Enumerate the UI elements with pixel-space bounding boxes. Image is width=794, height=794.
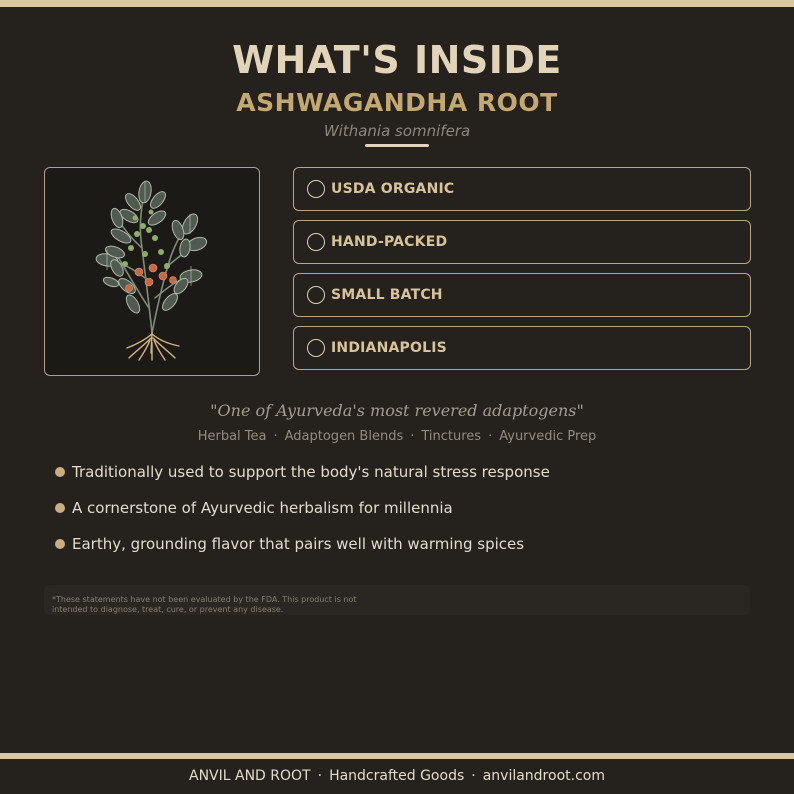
separator: · — [317, 768, 323, 784]
product-quote: "One of Ayurveda's most revered adaptogens" — [210, 401, 584, 420]
title-underline — [365, 144, 429, 147]
use-item: Tinctures — [421, 429, 482, 444]
bullet-dot-icon — [55, 467, 65, 477]
separator: · — [273, 429, 278, 444]
separator: · — [471, 768, 476, 784]
badge-label: SMALL BATCH — [331, 287, 443, 303]
uses-list — [0, 429, 794, 444]
footer-website: anvilandroot.com — [482, 768, 605, 784]
latin-name: Withania somnifera — [323, 122, 471, 140]
footer-tagline: Handcrafted Goods — [329, 768, 465, 784]
bullet-dot-icon — [55, 539, 65, 549]
disclaimer-line: *These statements have not been evaluated by the FDA. This product is not — [52, 595, 357, 604]
check-circle-icon — [307, 180, 325, 198]
bullet-dot-icon — [55, 503, 65, 513]
separator: · — [410, 429, 415, 444]
badge-label: HAND-PACKED — [331, 234, 448, 250]
disclaimer-line: intended to diagnose, treat, cure, or prevent any disease. — [52, 605, 284, 614]
product-name: ASHWAGANDHA ROOT — [236, 88, 558, 117]
badge-label: INDIANAPOLIS — [331, 340, 447, 356]
benefit-item — [55, 535, 524, 553]
check-circle-icon — [307, 286, 325, 304]
benefit-text: Earthy, grounding flavor that pairs well with warming spices — [72, 535, 525, 553]
badge-label: USDA ORGANIC — [331, 181, 455, 197]
benefit-item — [55, 463, 550, 481]
benefit-text: Traditionally used to support the body's natural stress response — [72, 463, 550, 481]
fda-disclaimer — [44, 585, 750, 615]
badge-indianapolis — [293, 326, 751, 370]
footer — [0, 768, 794, 784]
use-item: Adaptogen Blends — [284, 429, 404, 444]
badge-hand-packed — [293, 220, 751, 264]
page-title: WHAT'S INSIDE — [232, 38, 562, 82]
top-accent-bar — [0, 0, 794, 7]
badge-small-batch — [293, 273, 751, 317]
check-circle-icon — [307, 233, 325, 251]
use-item: Ayurvedic Prep — [499, 429, 597, 444]
plant-illustration-frame — [44, 167, 260, 376]
separator: · — [488, 429, 493, 444]
ashwagandha-plant-icon — [45, 168, 259, 375]
badge-usda-organic — [293, 167, 751, 211]
bottom-accent-bar — [0, 753, 794, 759]
footer-brand: ANVIL AND ROOT — [189, 768, 311, 784]
benefit-item — [55, 499, 453, 517]
check-circle-icon — [307, 339, 325, 357]
benefit-text: A cornerstone of Ayurvedic herbalism for millennia — [72, 499, 453, 517]
use-item: Herbal Tea — [197, 429, 267, 444]
